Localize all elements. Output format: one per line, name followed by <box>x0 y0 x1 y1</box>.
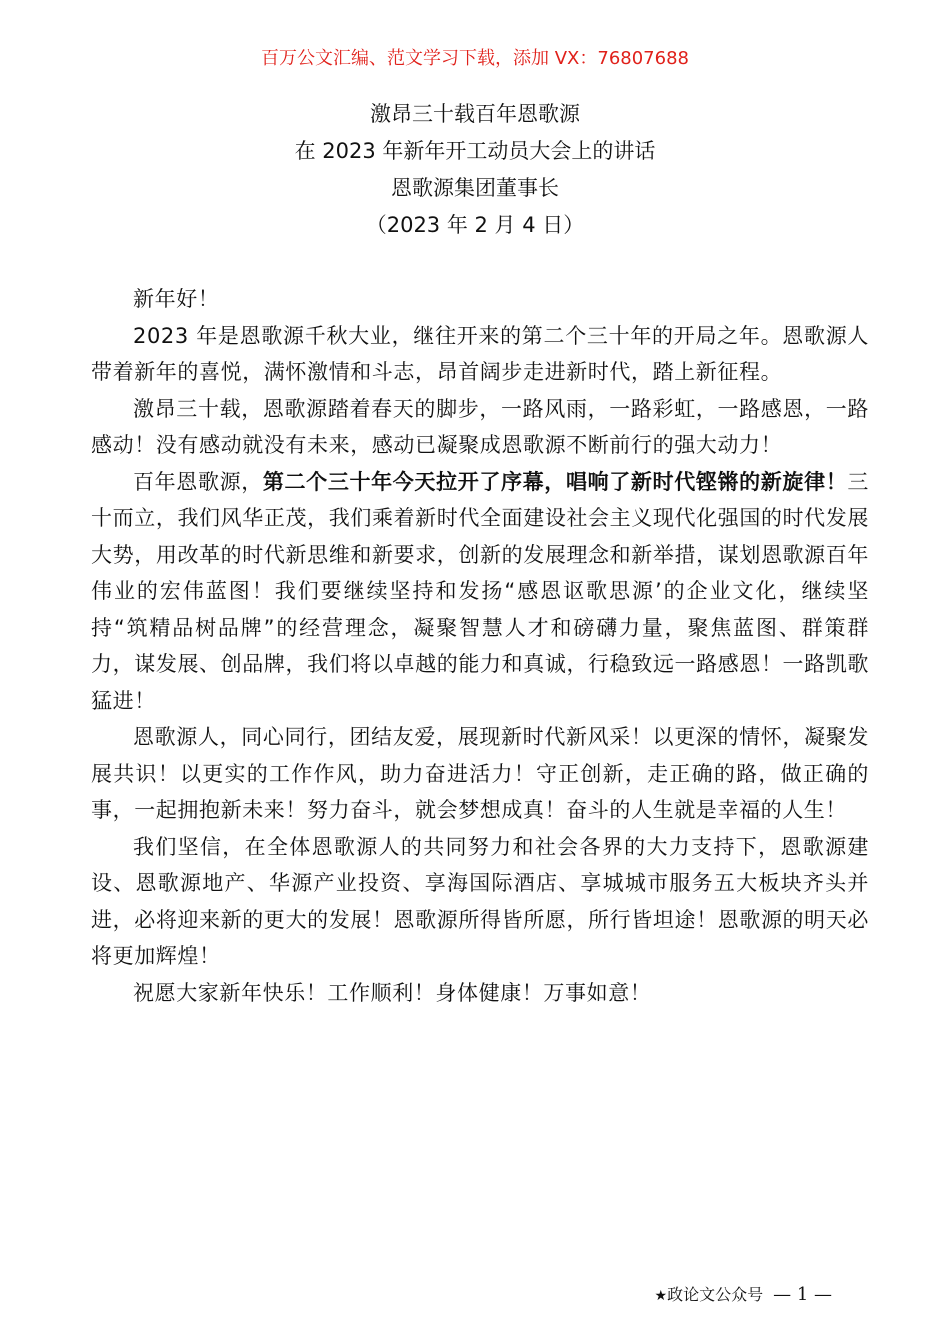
page-footer <box>655 1283 832 1308</box>
paragraph-rest: 三十而立，我们风华正茂，我们乘着新时代全面建设社会主义现代化强国的时代发展大势，用改革的时代新思维和新要求，创新的发展理念和新举措，谋划恩歌源百年伟业的宏伟蓝图！我们要继续坚持和发扬“感恩讴歌思源’的企业文化，继续坚持“筑精品树品牌”的经营理念，凝聚智慧人才和磅礴力量，聚焦蓝图、群策群力，谋发展、创品牌，我们将以卓越的能力和真诚，行稳致远一路感恩！一路凯歌猛进！ <box>91 469 869 713</box>
body-paragraph: 恩歌源人，同心同行，团结友爱，展现新时代新风采！以更深的情怀，凝聚发展共识！以更实的工作作风，助力奋进活力！守正创新，走正确的路，做正确的事，一起拥抱新未来！努力奋斗，就会梦想成真！奋斗的人生就是幸福的人生！ <box>91 725 869 822</box>
speech-occasion: 在 2023 年新年开工动员大会上的讲话 <box>294 139 656 163</box>
speech-body <box>91 281 869 1011</box>
body-paragraph: 我们坚信，在全体恩歌源人的共同努力和社会各界的大力支持下，恩歌源建设、恩歌源地产、华源产业投资、享海国际酒店、享城城市服务五大板块齐头并进，必将迎来新的更大的发展！恩歌源所得皆所愿，所行皆坦途！恩歌源的明天必将更加辉煌！ <box>91 834 869 968</box>
greeting-paragraph: 新年好！ <box>133 287 220 311</box>
body-paragraph: 2023 年是恩歌源千秋大业，继往开来的第二个三十年的开局之年。恩歌源人带着新年的喜悦，满怀激情和斗志，昂首阔步走进新时代，踏上新征程。 <box>91 323 869 384</box>
paragraph-lead: 百年恩歌源， <box>133 469 263 494</box>
speech-date: （2023 年 2 月 4 日） <box>365 213 585 237</box>
footer-source: 政论文公众号 <box>667 1285 764 1304</box>
star-icon: ★ <box>654 1288 668 1304</box>
speaker: 恩歌源集团董事长 <box>391 176 559 200</box>
closing-paragraph: 祝愿大家新年快乐！工作顺利！身体健康！万事如意！ <box>133 980 652 1005</box>
bold-emphasis: 第二个三十年今天拉开了序幕，唱响了新时代铿锵的新旋律！ <box>262 469 848 494</box>
body-paragraph: 激昂三十载，恩歌源踏着春天的脚步，一路风雨，一路彩虹，一路感恩，一路感动！没有感动就没有未来，感动已凝聚成恩歌源不断前行的强大动力！ <box>91 396 869 457</box>
speech-title: 激昂三十载百年恩歌源 <box>370 102 580 126</box>
body-paragraph <box>91 464 869 720</box>
page-number: — 1 — <box>773 1284 832 1305</box>
title-block <box>0 96 950 244</box>
watermark-banner: 百万公文汇编、范文学习下载，添加 VX：76807688 <box>261 48 689 69</box>
